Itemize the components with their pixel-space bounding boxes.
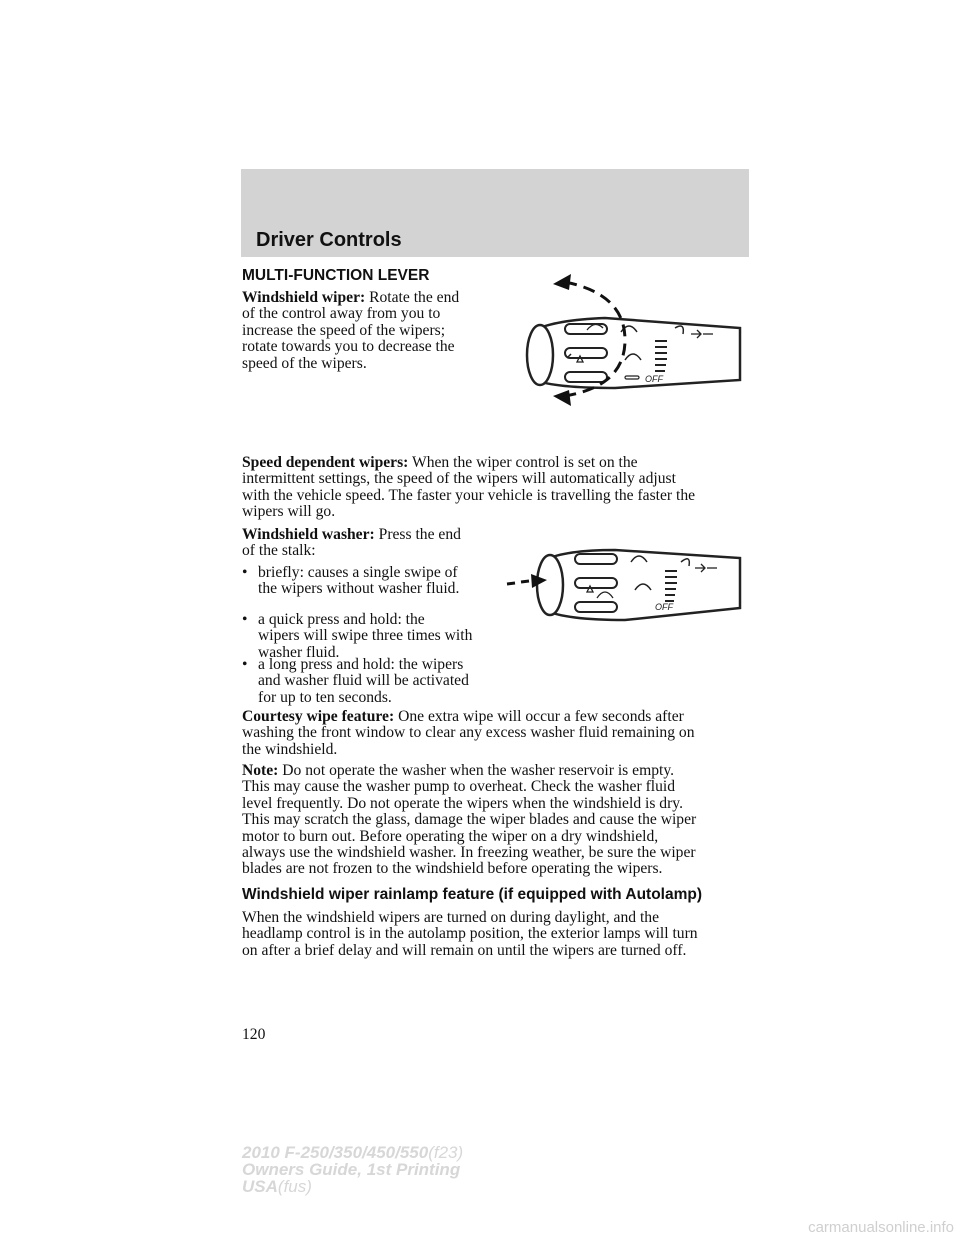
lever-off-label: OFF [645,374,663,384]
courtesy-wipe-paragraph: Courtesy wipe feature: One extra wipe will occur a few seconds after washing the front window to clear any excess washer fluid remaining on the windshield. [242,708,695,758]
section-title-rainlamp: Windshield wiper rainlamp feature (if equipped with Autolamp) [242,886,703,903]
section-title-multi-function-lever: MULTI-FUNCTION LEVER [242,267,430,284]
list-item: • a long press and hold: the wipers and washer fluid will be activated for up to ten seconds. [242,656,469,706]
rainlamp-paragraph: When the windshield wipers are turned on during daylight, and the headlamp control is in the autolamp position, the exterior lamps will turn on after a brief delay and will remain on until the wipers are turned off. [242,909,698,959]
lever-rotate-illustration [515,270,755,410]
page-number: 120 [242,1026,266,1043]
washer-paragraph: Windshield washer: Press the end of the stalk: [242,526,461,560]
watermark: carmanualsonline.info [808,1219,954,1236]
wiper-paragraph: Windshield wiper: Rotate the end of the control away from you to increase the speed of the wipers; rotate towards you to decrease the speed of the wipers. [242,289,460,372]
list-item: • a quick press and hold: the wipers will swipe three times with washer fluid. [242,611,473,661]
page-title: Driver Controls [256,229,402,251]
lever-off-label: OFF [655,602,673,612]
speed-dependent-paragraph: Speed dependent wipers: When the wiper control is set on the intermittent settings, the speed of the wipers will automatically adjust with the vehicle speed. The faster your vehicle is travelling the faster the wipers will go. [242,454,696,521]
lever-press-illustration [505,540,755,630]
list-item: • briefly: causes a single swipe of the wipers without washer fluid. [242,564,460,598]
note-paragraph: Note: Do not operate the washer when the washer reservoir is empty. This may cause the washer pump to overheat. Check the washer fluid level frequently. Do not operate the wipers when the windshield is dry. This may scratch the glass, damage the wiper blades and cause the wiper motor to burn out. Before operating the wiper on a dry windshield, always use the windshield washer. In freezing weather, be sure the wiper blades are not frozen to the windshield before operating the wipers. [242,762,697,878]
footer-print-info: 2010 F-250/350/450/550(f23) Owners Guide, 1st Printing USA(fus) [242,1143,464,1196]
